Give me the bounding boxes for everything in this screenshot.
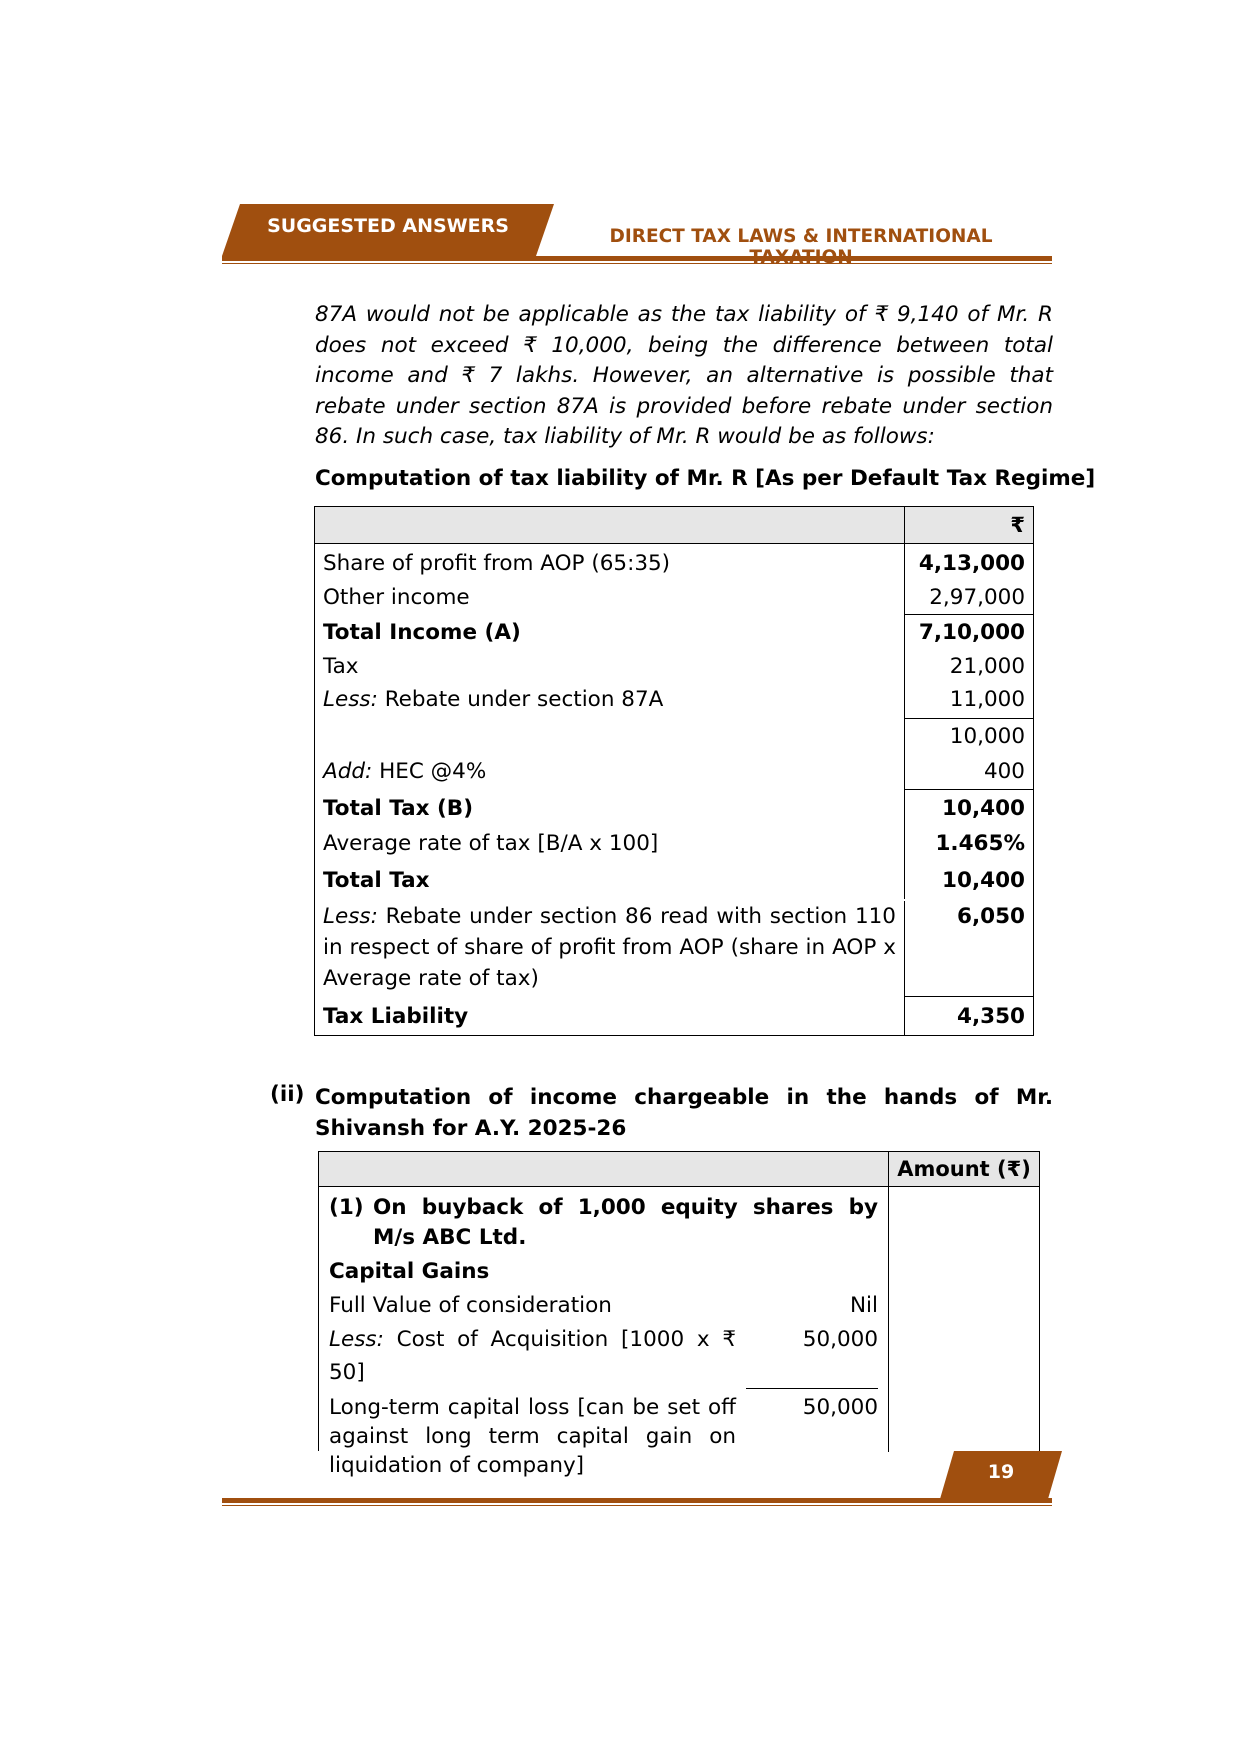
row-value: 400 (905, 756, 1033, 790)
section-number: (ii) (270, 1082, 305, 1107)
currency-header: ₹ (1010, 513, 1025, 537)
row-prefix: Add: (323, 759, 373, 784)
row-label: Total Tax (315, 863, 905, 899)
row-value: 50,000 (746, 1323, 878, 1389)
row-label: Long-term capital loss [can be set off against long term capital gain on liquidation of company] (329, 1395, 736, 1478)
table-row (315, 580, 1033, 615)
row-value: 1.465% (935, 831, 1025, 856)
row-value: 2,97,000 (905, 580, 1033, 615)
row-label-text: Rebate under section 87A (377, 687, 664, 712)
amount-header: Amount (₹) (897, 1157, 1031, 1181)
row-value: 4,350 (956, 1004, 1025, 1029)
table-left-column (319, 1187, 889, 1478)
row-label: Total Tax (B) (315, 790, 905, 827)
table-row (315, 827, 1033, 863)
row-value: 7,10,000 (918, 620, 1025, 645)
table-row (315, 756, 1033, 790)
row-label-text: HEC @4% (372, 759, 487, 784)
row-value: Nil (849, 1293, 878, 1318)
row-value: 10,400 (942, 868, 1025, 893)
intro-paragraph: 87A would not be applicable as the tax liability of ₹ 9,140 of Mr. R does not exceed ₹ 10,000, being the difference between total income and ₹ 7 lakhs. However, an alternative is possible that rebate under section 87A is provided before rebate under section 86. In such case, tax liability of Mr. R would be as follows: (315, 302, 1053, 449)
header-tab-label: SUGGESTED ANSWERS (267, 215, 509, 237)
table1-heading: Computation of tax liability of Mr. R [As per Default Tax Regime] (315, 466, 1096, 491)
row-value: 4,13,000 (918, 551, 1025, 576)
row-value: 11,000 (905, 684, 1033, 719)
table-row (315, 899, 1033, 997)
table-row (315, 615, 1033, 649)
row-label (315, 719, 905, 756)
table-row (315, 863, 1033, 899)
row-label: Average rate of tax [B/A x 100] (315, 827, 905, 863)
table-header-row (319, 1152, 1039, 1187)
row-label-text: Rebate under section 86 read with section 110 in respect of share of profit from AOP (share in AOP x Average rate of tax) (323, 904, 896, 991)
row-label: Full Value of consideration (329, 1293, 612, 1318)
table-header-row (315, 507, 1033, 544)
row-value: 10,400 (942, 796, 1025, 821)
table-row (315, 649, 1033, 684)
table-header-cell (315, 507, 905, 543)
row-label: Total Income (A) (315, 615, 905, 649)
row-label-text: Cost of Acquisition [1000 x ₹ 50] (329, 1327, 736, 1385)
table-header-cell (319, 1152, 889, 1186)
row-value: 10,000 (949, 724, 1025, 749)
row-label (329, 1323, 746, 1389)
row-prefix: Less: (329, 1327, 384, 1352)
header-rule (222, 256, 1052, 261)
header-rule-thin (222, 263, 1052, 264)
tax-liability-table (314, 506, 1034, 1036)
row-value: 21,000 (949, 654, 1025, 679)
row-label: Share of profit from AOP (65:35) (315, 544, 905, 580)
capital-gains-label: Capital Gains (329, 1259, 490, 1284)
table-row (329, 1389, 878, 1480)
table-row (315, 684, 1033, 719)
row-prefix: Less: (323, 687, 378, 712)
table-right-column (889, 1187, 1039, 1452)
row-label: Tax (315, 649, 905, 684)
table-row (329, 1323, 878, 1389)
table-row (315, 790, 1033, 827)
row-prefix: Less: (323, 904, 378, 929)
footer-rule (222, 1498, 1052, 1503)
footer-rule-thin (222, 1505, 1052, 1506)
page-number: 19 (987, 1461, 1015, 1483)
table-row (315, 719, 1033, 756)
row-value: 50,000 (802, 1395, 878, 1420)
row-label (315, 684, 905, 719)
row-value: 6,050 (905, 901, 1033, 997)
subsection-text: On buyback of 1,000 equity shares by M/s ABC Ltd. (373, 1195, 878, 1250)
row-label (315, 901, 905, 997)
section-title: Computation of income chargeable in the hands of Mr. Shivansh for A.Y. 2025-26 (315, 1085, 1053, 1141)
table-row (315, 544, 1033, 580)
header-subject: DIRECT TAX LAWS & INTERNATIONAL (609, 226, 993, 247)
table-row (315, 997, 1033, 1035)
row-label: Tax Liability (315, 997, 905, 1035)
table-row (329, 1289, 878, 1323)
row-label: Other income (315, 580, 905, 615)
subsection-title (329, 1193, 878, 1253)
subsection-number: (1) (329, 1195, 364, 1220)
row-label (315, 756, 905, 790)
